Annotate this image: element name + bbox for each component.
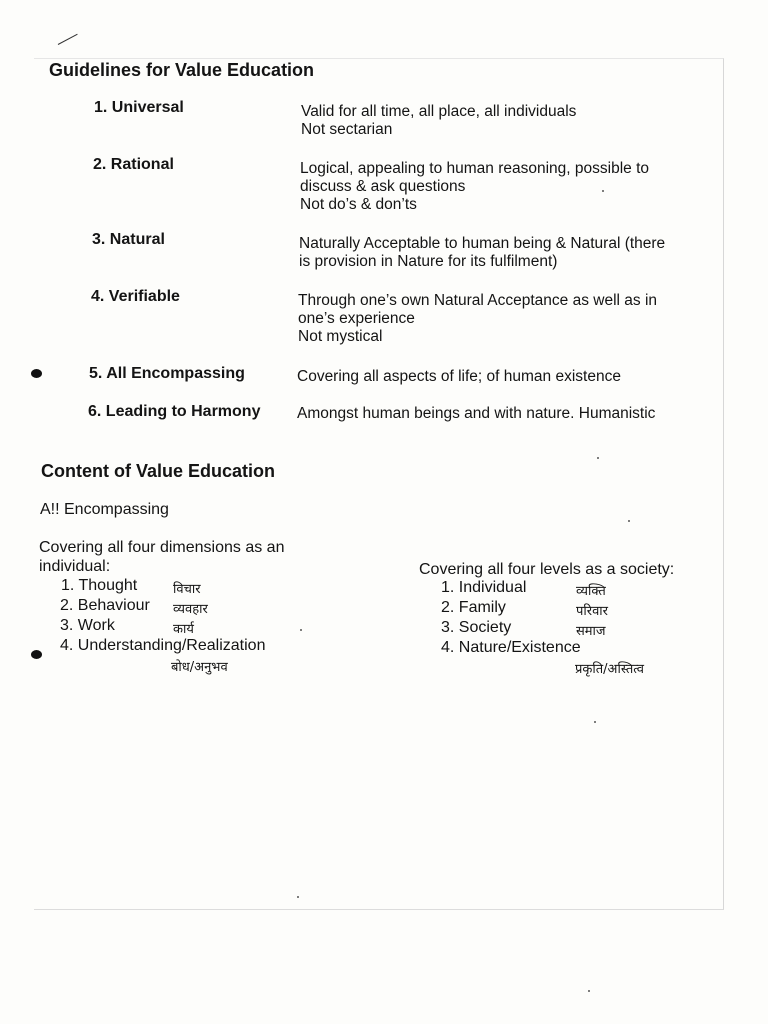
heading-line: Covering all four dimensions as an: [39, 539, 285, 556]
society-item-family: 2. Family: [441, 599, 506, 616]
society-item-individual: 1. Individual: [441, 579, 527, 596]
individual-hindi-behaviour: व्यवहार: [173, 602, 208, 617]
individual-hindi-work: कार्य: [173, 622, 194, 637]
scan-speck: [602, 190, 604, 192]
scan-speck: [594, 721, 596, 723]
society-hindi-family: परिवार: [576, 604, 608, 619]
desc-line: is provision in Nature for its fulfilment): [299, 253, 558, 270]
individual-item-thought: 1. Thought: [61, 577, 138, 594]
bullet-mark: [31, 369, 42, 378]
scan-speck: [628, 520, 630, 522]
individual-hindi-understanding: बोध/अनुभव: [171, 660, 228, 675]
guideline-label-verifiable: 4. Verifiable: [91, 288, 180, 305]
individual-item-behaviour: 2. Behaviour: [60, 597, 150, 614]
desc-line: Amongst human beings and with nature. Humanistic: [297, 405, 656, 422]
individual-item-understanding: 4. Understanding/Realization: [60, 637, 266, 654]
guidelines-title: Guidelines for Value Education: [49, 60, 315, 80]
society-hindi-individual: व्यक्ति: [576, 584, 606, 599]
guideline-label-all-encompassing: 5. All Encompassing: [89, 365, 245, 382]
society-item-nature: 4. Nature/Existence: [441, 639, 581, 656]
desc-line: one’s experience: [298, 310, 415, 327]
desc-line: Not sectarian: [301, 121, 393, 138]
guideline-label-rational: 2. Rational: [93, 156, 174, 173]
guideline-label-universal: 1. Universal: [94, 99, 184, 116]
desc-line: Not do’s & don’ts: [300, 196, 417, 213]
desc-line: Naturally Acceptable to human being & Natural (there: [299, 235, 666, 252]
individual-item-work: 3. Work: [60, 617, 115, 634]
individual-hindi-thought: विचार: [173, 582, 201, 597]
scan-speck: [588, 990, 590, 992]
desc-line: Through one’s own Natural Acceptance as well as in: [298, 292, 658, 309]
society-item-society: 3. Society: [441, 619, 512, 636]
desc-line: Not mystical: [298, 328, 383, 345]
scan-speck: [300, 629, 302, 631]
guideline-desc-universal: [301, 103, 576, 139]
pen-mark: [58, 34, 78, 45]
desc-line: Valid for all time, all place, all individuals: [301, 103, 577, 120]
society-hindi-society: समाज: [576, 624, 606, 639]
desc-line: Covering all aspects of life; of human existence: [297, 368, 621, 385]
guideline-desc-natural: [299, 235, 665, 271]
heading-line: individual:: [39, 558, 111, 575]
content-title: Content of Value Education: [41, 461, 276, 481]
scan-speck: [297, 896, 299, 898]
guideline-desc-harmony: [297, 405, 655, 423]
society-heading: Covering all four levels as a society:: [419, 561, 675, 578]
desc-line: Logical, appealing to human reasoning, possible to: [300, 160, 649, 177]
guideline-desc-verifiable: [298, 292, 657, 346]
desc-line: discuss & ask questions: [300, 178, 466, 195]
individual-heading: [39, 538, 284, 576]
guideline-label-natural: 3. Natural: [92, 231, 165, 248]
guideline-desc-rational: [300, 160, 649, 214]
guideline-desc-all-encompassing: [297, 368, 621, 386]
society-hindi-nature: प्रकृति/अस्तित्व: [575, 662, 644, 677]
guideline-label-harmony: 6. Leading to Harmony: [88, 403, 261, 420]
bullet-mark: [31, 650, 42, 659]
scan-speck: [597, 457, 599, 459]
content-subtitle: A!! Encompassing: [40, 501, 169, 518]
